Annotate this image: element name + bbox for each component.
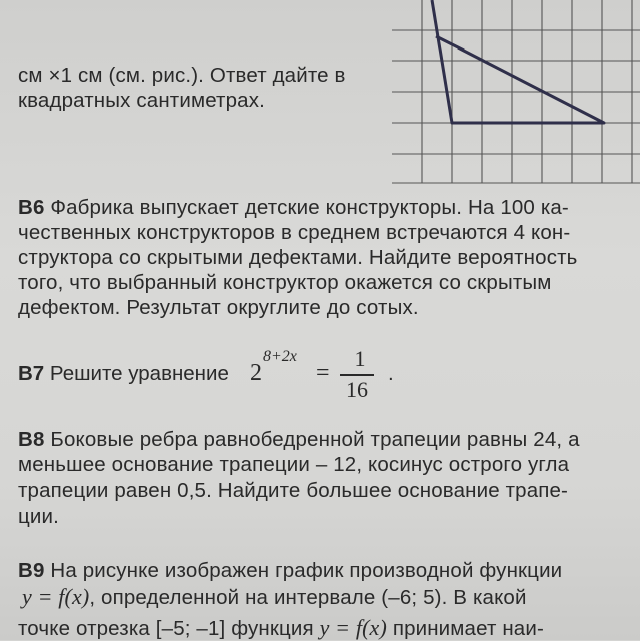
b9-line-2-text: , определенной на интервале (–6; 5). В какой xyxy=(89,586,527,609)
b7-exponent: 8+2x xyxy=(263,348,297,365)
b7-denominator: 16 xyxy=(346,377,368,402)
top-text-line-2: квадратных сантиметрах. xyxy=(18,89,265,112)
b7-text xyxy=(18,362,229,386)
b6-line-1 xyxy=(18,196,569,220)
b7-base: 2 xyxy=(250,360,262,386)
b9-line-3-start: точке отрезка [–5; –1] функция xyxy=(18,617,314,640)
b9-line-1-text: На рисунке изображен график производной функции xyxy=(50,559,563,582)
b9-function-2: y = f(x) xyxy=(319,615,387,640)
b6-line-5: дефектом. Результат округлите до сотых. xyxy=(18,296,419,319)
b7-equals: = xyxy=(316,360,330,386)
b8-line-1 xyxy=(18,428,580,452)
b8-line-4: ции. xyxy=(18,505,59,528)
grid-lines xyxy=(392,0,640,183)
b7-fraction-bar xyxy=(340,374,374,376)
b6-line-2: чественных конструкторов в среднем встречаются 4 кон- xyxy=(18,221,571,244)
b9-label: B9 xyxy=(18,559,45,582)
b9-function-1: y = f(x) xyxy=(22,584,90,609)
b8-line-2: меньшее основание трапеции – 12, косинус острого угла xyxy=(18,453,570,476)
b8-label: B8 xyxy=(18,428,45,451)
b7-period: . xyxy=(388,362,394,385)
b7-equation-block xyxy=(18,344,418,404)
b6-line-4: того, что выбранный конструктор окажется со скрытым xyxy=(18,271,552,294)
b6-line-1-text: Фабрика выпускает детские конструкторы. На 100 ка- xyxy=(50,196,569,219)
b7-instruction: Решите уравнение xyxy=(49,362,229,385)
top-text-line-1: см ×1 см (см. рис.). Ответ дайте в xyxy=(18,64,346,87)
b6-line-3: структора со скрытыми дефектами. Найдите вероятность xyxy=(18,246,578,269)
b9-line-2 xyxy=(22,585,527,610)
b9-line-1 xyxy=(18,559,562,583)
b9-line-3-end: принимает наи- xyxy=(392,617,544,640)
b7-label: B7 xyxy=(18,362,45,385)
b9-line-3 xyxy=(18,616,544,641)
b6-label: B6 xyxy=(18,196,45,219)
b8-line-1-text: Боковые ребра равнобедренной трапеции равны 24, а xyxy=(50,428,580,451)
grid-triangle-figure xyxy=(388,0,640,190)
b7-numerator: 1 xyxy=(354,346,366,371)
b8-line-3: трапеции равен 0,5. Найдите большее основание трапе- xyxy=(18,479,569,502)
